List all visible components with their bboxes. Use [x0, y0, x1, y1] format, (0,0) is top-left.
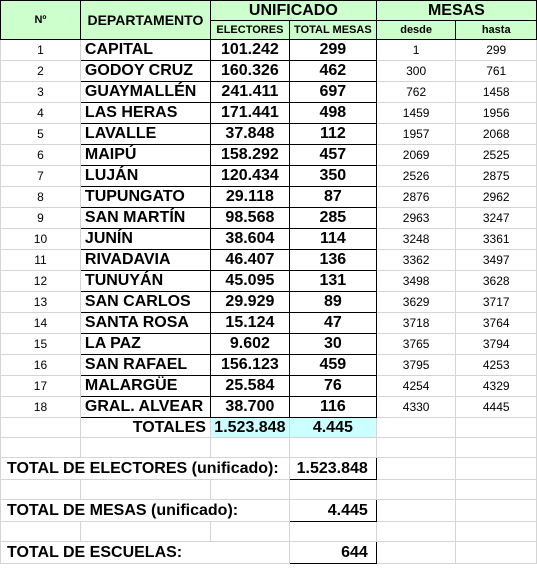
table-row	[1, 103, 537, 124]
departamento-cell[interactable]: LAVALLE	[80, 124, 210, 145]
empty-cell[interactable]	[210, 522, 289, 542]
desde-cell[interactable]: 762	[376, 82, 456, 103]
hasta-cell[interactable]: 2068	[456, 124, 537, 145]
table-row	[1, 208, 537, 229]
totals-electores[interactable]: 1.523.848	[210, 418, 289, 438]
table-row	[1, 166, 537, 187]
empty-cell[interactable]	[376, 438, 456, 458]
empty-cell[interactable]	[376, 458, 456, 480]
empty-cell[interactable]	[1, 480, 81, 500]
header-electores[interactable]: ELECTORES	[210, 21, 289, 40]
total-mesas-cell[interactable]: 459	[289, 355, 376, 376]
departamento-cell[interactable]: GODOY CRUZ	[80, 61, 210, 82]
table-row	[1, 271, 537, 292]
electores-cell[interactable]: 38.604	[210, 229, 289, 250]
spreadsheet-row	[1, 438, 537, 458]
empty-cell[interactable]	[376, 500, 456, 522]
empty-cell[interactable]	[289, 438, 376, 458]
row-number-cell[interactable]: 13	[1, 292, 81, 313]
table-row	[1, 355, 537, 376]
electores-cell[interactable]: 101.242	[210, 40, 289, 61]
departamento-cell[interactable]: MAIPÚ	[80, 145, 210, 166]
summary-escuelas-value[interactable]: 644	[289, 542, 376, 564]
departamento-cell[interactable]: RIVADAVIA	[80, 250, 210, 271]
table-row	[1, 40, 537, 61]
desde-cell[interactable]: 2876	[376, 187, 456, 208]
row-number-cell[interactable]: 11	[1, 250, 81, 271]
row-number-cell[interactable]: 2	[1, 61, 81, 82]
departamento-cell[interactable]: LAS HERAS	[80, 103, 210, 124]
departamento-cell[interactable]: CAPITAL	[80, 40, 210, 61]
row-number-cell[interactable]: 3	[1, 82, 81, 103]
row-number-cell[interactable]: 18	[1, 397, 81, 418]
empty-cell[interactable]	[456, 418, 537, 438]
empty-cell[interactable]	[1, 522, 81, 542]
spreadsheet-row	[1, 522, 537, 542]
spreadsheet-row	[1, 458, 537, 480]
empty-cell[interactable]	[1, 438, 81, 458]
departamento-cell[interactable]: TUPUNGATO	[80, 187, 210, 208]
electores-cell[interactable]: 98.568	[210, 208, 289, 229]
desde-cell[interactable]: 1957	[376, 124, 456, 145]
table-row	[1, 124, 537, 145]
row-number-cell[interactable]: 12	[1, 271, 81, 292]
row-number-cell[interactable]: 16	[1, 355, 81, 376]
departamento-cell[interactable]: SANTA ROSA	[80, 313, 210, 334]
departamento-cell[interactable]: JUNÍN	[80, 229, 210, 250]
hasta-cell[interactable]: 3247	[456, 208, 537, 229]
total-mesas-cell[interactable]: 112	[289, 124, 376, 145]
departamento-cell[interactable]: GRAL. ALVEAR	[80, 397, 210, 418]
table-row	[1, 82, 537, 103]
hasta-cell[interactable]: 3717	[456, 292, 537, 313]
desde-cell[interactable]: 3362	[376, 250, 456, 271]
empty-cell[interactable]	[376, 418, 456, 438]
hasta-cell[interactable]: 1956	[456, 103, 537, 124]
spreadsheet-row	[1, 500, 537, 522]
hasta-cell[interactable]: 3497	[456, 250, 537, 271]
desde-cell[interactable]: 3765	[376, 334, 456, 355]
empty-cell[interactable]	[210, 480, 289, 500]
electores-cell[interactable]: 38.700	[210, 397, 289, 418]
empty-cell[interactable]	[456, 542, 537, 564]
row-number-cell[interactable]: 9	[1, 208, 81, 229]
spreadsheet-row	[1, 418, 537, 438]
total-mesas-cell[interactable]: 498	[289, 103, 376, 124]
row-number-cell[interactable]: 7	[1, 166, 81, 187]
header-mesas[interactable]: MESAS	[376, 1, 536, 21]
header-total-mesas[interactable]: TOTAL MESAS	[289, 21, 376, 40]
desde-cell[interactable]: 3718	[376, 313, 456, 334]
total-mesas-cell[interactable]: 697	[289, 82, 376, 103]
departamento-cell[interactable]: TUNUYÁN	[80, 271, 210, 292]
table-row	[1, 376, 537, 397]
empty-cell[interactable]	[80, 438, 210, 458]
desde-cell[interactable]: 1459	[376, 103, 456, 124]
hasta-cell[interactable]: 2525	[456, 145, 537, 166]
desde-cell[interactable]: 300	[376, 61, 456, 82]
table-row	[1, 229, 537, 250]
hasta-cell[interactable]: 4253	[456, 355, 537, 376]
row-number-cell[interactable]: 1	[1, 40, 81, 61]
total-mesas-cell[interactable]: 131	[289, 271, 376, 292]
electores-cell[interactable]: 46.407	[210, 250, 289, 271]
row-number-cell[interactable]: 15	[1, 334, 81, 355]
header-hasta[interactable]: hasta	[456, 21, 537, 40]
table-row	[1, 313, 537, 334]
hasta-cell[interactable]: 2875	[456, 166, 537, 187]
departamento-cell[interactable]: SAN CARLOS	[80, 292, 210, 313]
summary-escuelas-label[interactable]: TOTAL DE ESCUELAS:	[1, 542, 290, 564]
total-mesas-cell[interactable]: 299	[289, 40, 376, 61]
electores-cell[interactable]: 120.434	[210, 166, 289, 187]
hasta-cell[interactable]: 761	[456, 61, 537, 82]
row-number-cell[interactable]: 17	[1, 376, 81, 397]
desde-cell[interactable]: 3498	[376, 271, 456, 292]
summary-mesas-label[interactable]: TOTAL DE MESAS (unificado):	[1, 500, 290, 522]
electores-cell[interactable]: 241.411	[210, 82, 289, 103]
empty-cell[interactable]	[289, 480, 376, 500]
empty-cell[interactable]	[1, 418, 81, 438]
total-mesas-cell[interactable]: 89	[289, 292, 376, 313]
electores-cell[interactable]: 37.848	[210, 124, 289, 145]
departamento-cell[interactable]: SAN MARTÍN	[80, 208, 210, 229]
desde-cell[interactable]: 4254	[376, 376, 456, 397]
total-mesas-cell[interactable]: 30	[289, 334, 376, 355]
desde-cell[interactable]: 1	[376, 40, 456, 61]
table-row	[1, 145, 537, 166]
electores-cell[interactable]: 25.584	[210, 376, 289, 397]
desde-cell[interactable]: 3795	[376, 355, 456, 376]
summary-electores-value[interactable]: 1.523.848	[289, 458, 376, 480]
hasta-cell[interactable]: 3794	[456, 334, 537, 355]
total-mesas-cell[interactable]: 462	[289, 61, 376, 82]
departamento-cell[interactable]: LUJÁN	[80, 166, 210, 187]
spreadsheet-row	[1, 480, 537, 500]
empty-cell[interactable]	[376, 542, 456, 564]
total-mesas-cell[interactable]: 457	[289, 145, 376, 166]
header-desde[interactable]: desde	[376, 21, 456, 40]
departamento-cell[interactable]: LA PAZ	[80, 334, 210, 355]
empty-cell[interactable]	[456, 522, 537, 542]
summary-mesas-value[interactable]: 4.445	[289, 500, 376, 522]
electores-cell[interactable]: 156.123	[210, 355, 289, 376]
table-row	[1, 292, 537, 313]
desde-cell[interactable]: 4330	[376, 397, 456, 418]
total-mesas-cell[interactable]: 350	[289, 166, 376, 187]
spreadsheet-row	[1, 542, 537, 564]
empty-cell[interactable]	[376, 480, 456, 500]
hasta-cell[interactable]: 3361	[456, 229, 537, 250]
hasta-cell[interactable]: 2962	[456, 187, 537, 208]
empty-cell[interactable]	[456, 500, 537, 522]
row-number-cell[interactable]: 14	[1, 313, 81, 334]
total-mesas-cell[interactable]: 114	[289, 229, 376, 250]
hasta-cell[interactable]: 3628	[456, 271, 537, 292]
summary-electores-label[interactable]: TOTAL DE ELECTORES (unificado):	[1, 458, 290, 480]
total-mesas-cell[interactable]: 116	[289, 397, 376, 418]
total-mesas-cell[interactable]: 136	[289, 250, 376, 271]
empty-cell[interactable]	[456, 480, 537, 500]
electores-cell[interactable]: 160.326	[210, 61, 289, 82]
hasta-cell[interactable]: 4445	[456, 397, 537, 418]
totals-label[interactable]: TOTALES	[80, 418, 210, 438]
electores-cell[interactable]: 9.602	[210, 334, 289, 355]
desde-cell[interactable]: 3629	[376, 292, 456, 313]
desde-cell[interactable]: 2963	[376, 208, 456, 229]
header-num[interactable]: Nº	[1, 1, 81, 40]
electores-cell[interactable]: 29.929	[210, 292, 289, 313]
row-number-cell[interactable]: 4	[1, 103, 81, 124]
row-number-cell[interactable]: 5	[1, 124, 81, 145]
desde-cell[interactable]: 2069	[376, 145, 456, 166]
table-row	[1, 61, 537, 82]
departamento-cell[interactable]: MALARGÜE	[80, 376, 210, 397]
total-mesas-cell[interactable]: 47	[289, 313, 376, 334]
total-mesas-cell[interactable]: 76	[289, 376, 376, 397]
empty-cell[interactable]	[456, 458, 537, 480]
hasta-cell[interactable]: 299	[456, 40, 537, 61]
electores-cell[interactable]: 158.292	[210, 145, 289, 166]
empty-cell[interactable]	[456, 438, 537, 458]
desde-cell[interactable]: 2526	[376, 166, 456, 187]
electores-cell[interactable]: 29.118	[210, 187, 289, 208]
total-mesas-cell[interactable]: 87	[289, 187, 376, 208]
electores-cell[interactable]: 45.095	[210, 271, 289, 292]
total-mesas-cell[interactable]: 285	[289, 208, 376, 229]
table-row	[1, 250, 537, 271]
totals-mesas[interactable]: 4.445	[289, 418, 376, 438]
electores-cell[interactable]: 171.441	[210, 103, 289, 124]
desde-cell[interactable]: 3248	[376, 229, 456, 250]
table-row	[1, 397, 537, 418]
table-row	[1, 334, 537, 355]
empty-cell[interactable]	[376, 522, 456, 542]
header-unificado[interactable]: UNIFICADO	[210, 1, 376, 21]
empty-cell[interactable]	[289, 522, 376, 542]
header-departamento[interactable]: DEPARTAMENTO	[80, 1, 210, 40]
empty-cell[interactable]	[80, 480, 210, 500]
row-number-cell[interactable]: 8	[1, 187, 81, 208]
electores-cell[interactable]: 15.124	[210, 313, 289, 334]
row-number-cell[interactable]: 10	[1, 229, 81, 250]
row-number-cell[interactable]: 6	[1, 145, 81, 166]
departamento-cell[interactable]: GUAYMALLÉN	[80, 82, 210, 103]
table-row	[1, 187, 537, 208]
empty-cell[interactable]	[210, 438, 289, 458]
hasta-cell[interactable]: 1458	[456, 82, 537, 103]
empty-cell[interactable]	[80, 522, 210, 542]
departamento-cell[interactable]: SAN RAFAEL	[80, 355, 210, 376]
hasta-cell[interactable]: 3764	[456, 313, 537, 334]
hasta-cell[interactable]: 4329	[456, 376, 537, 397]
